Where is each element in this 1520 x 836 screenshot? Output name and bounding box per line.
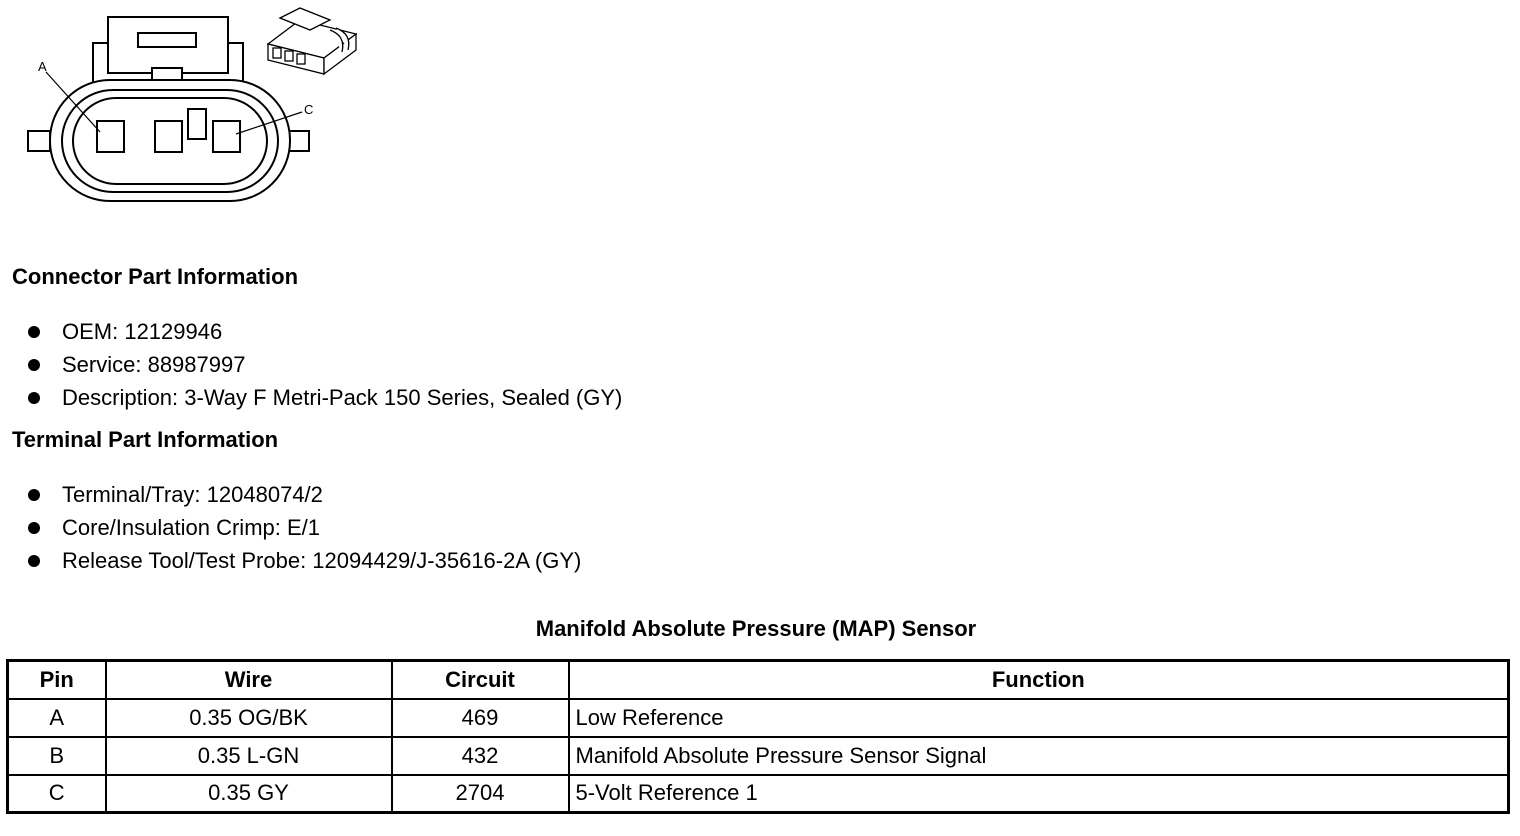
bullet-icon [28,392,40,404]
pinout-table [6,659,1510,814]
cell-circuit: 469 [392,699,569,737]
list-item [28,478,581,511]
cell-wire: 0.35 OG/BK [106,699,392,737]
list-item [28,511,581,544]
header-wire: Wire [106,661,392,699]
list-item [28,348,622,381]
connector-diagram [0,0,380,215]
list-item [28,315,622,348]
bullet-icon [28,555,40,567]
header-function: Function [569,661,1509,699]
oem-part-number: OEM: 12129946 [62,319,223,344]
table-row [8,775,1509,813]
list-item [28,544,581,577]
core-insulation-crimp: Core/Insulation Crimp: E/1 [62,515,320,540]
connector-part-info-list [28,315,622,414]
cell-function: Manifold Absolute Pressure Sensor Signal [569,737,1509,775]
cell-function: Low Reference [569,699,1509,737]
list-item [28,381,622,414]
bullet-icon [28,359,40,371]
cell-function: 5-Volt Reference 1 [569,775,1509,813]
table-row [8,699,1509,737]
cell-circuit: 2704 [392,775,569,813]
table-header-row [8,661,1509,699]
table-title: Manifold Absolute Pressure (MAP) Sensor [535,616,977,641]
header-pin: Pin [8,661,106,699]
cell-wire: 0.35 GY [106,775,392,813]
terminal-tray: Terminal/Tray: 12048074/2 [62,482,323,507]
bullet-icon [28,522,40,534]
bullet-icon [28,489,40,501]
terminal-part-info-list [28,478,581,577]
cell-pin: B [8,737,106,775]
pin-label-a: A [38,59,47,74]
header-circuit: Circuit [392,661,569,699]
cell-pin: A [8,699,106,737]
cell-circuit: 432 [392,737,569,775]
cell-wire: 0.35 L-GN [106,737,392,775]
connector-part-info-heading: Connector Part Information [12,264,299,289]
terminal-part-info-heading: Terminal Part Information [12,427,279,452]
bullet-icon [28,326,40,338]
service-part-number: Service: 88987997 [62,352,246,377]
cell-pin: C [8,775,106,813]
connector-description: Description: 3-Way F Metri-Pack 150 Series, Sealed (GY) [62,385,623,410]
pin-label-c: C [304,102,314,117]
connector-3d-icon [268,8,356,74]
release-tool-test-probe: Release Tool/Test Probe: 12094429/J-35616-2A (GY) [62,548,582,573]
table-row [8,737,1509,775]
